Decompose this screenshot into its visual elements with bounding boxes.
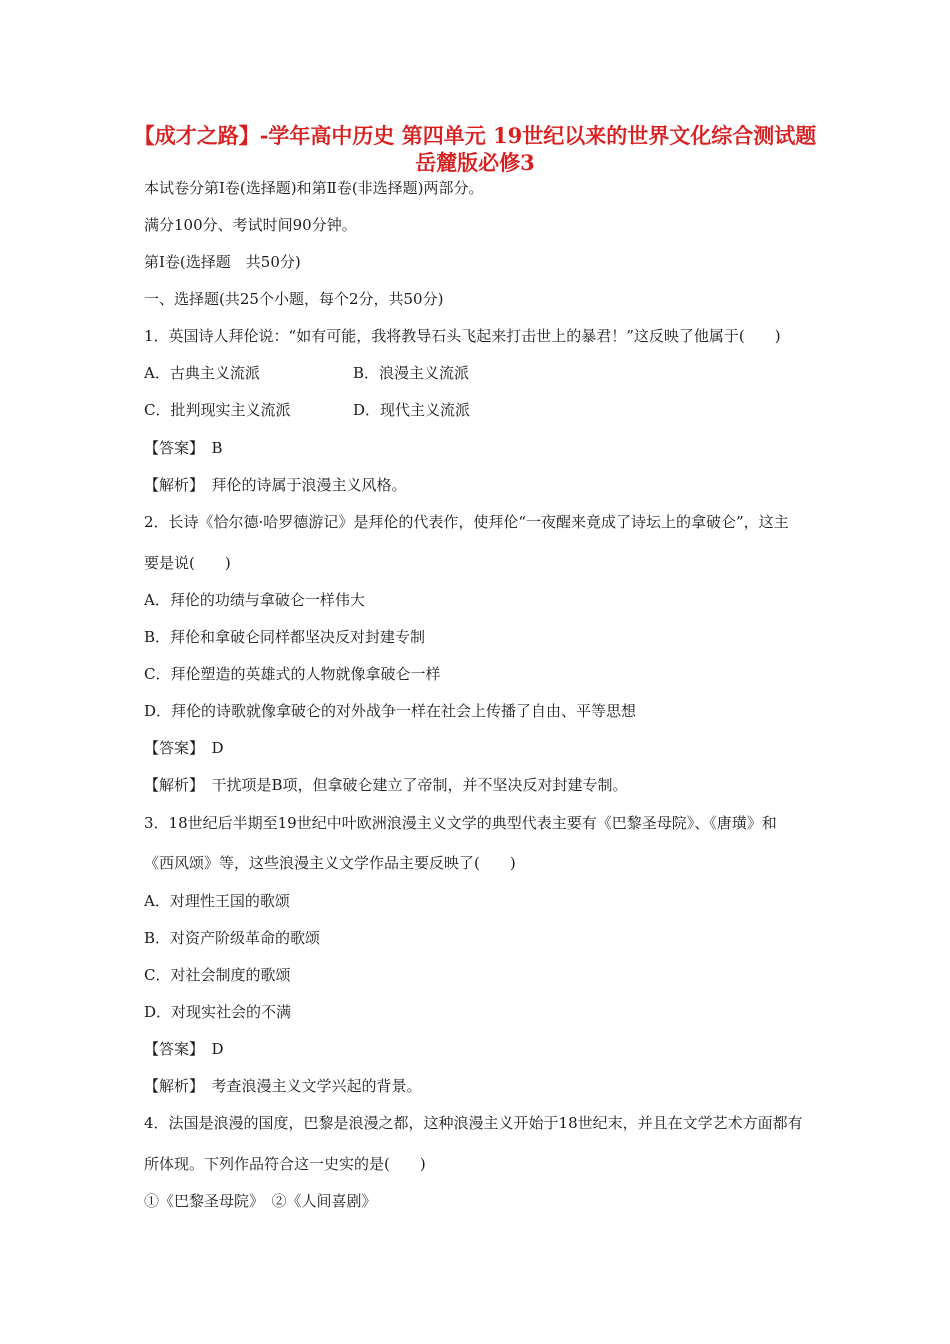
question-4-stem-line-1: 4．法国是浪漫的国度，巴黎是浪漫之都，这种浪漫主义开始于18世纪末，并且在文学艺术方面都有: [144, 1114, 803, 1132]
question-3-analysis: 【解析】 考查浪漫主义文学兴起的背景。: [144, 1077, 422, 1095]
question-1-option-a: A．古典主义流派: [144, 364, 260, 382]
question-1-answer: 【答案】 B: [144, 439, 223, 457]
question-2-option-d: D．拜伦的诗歌就像拿破仑的对外战争一样在社会上传播了自由、平等思想: [144, 702, 637, 720]
question-3-option-d: D．对现实社会的不满: [144, 1003, 292, 1021]
question-1-analysis: 【解析】 拜伦的诗属于浪漫主义风格。: [144, 476, 407, 494]
question-2-option-b: B．拜伦和拿破仑同样都坚决反对封建专制: [144, 628, 426, 646]
question-2-stem-line-2: 要是说( ): [144, 554, 231, 572]
question-2-option-c: C．拜伦塑造的英雄式的人物就像拿破仑一样: [144, 665, 441, 683]
question-1-option-d: D．现代主义流派: [353, 401, 471, 419]
question-1-option-c: C．批判现实主义流派: [144, 401, 291, 419]
question-3-stem-line-2: 《西风颂》等，这些浪漫主义文学作品主要反映了( ): [144, 854, 516, 872]
question-2-answer: 【答案】 D: [144, 739, 224, 757]
question-3-option-b: B．对资产阶级革命的歌颂: [144, 929, 321, 947]
question-3-answer: 【答案】 D: [144, 1040, 224, 1058]
document-title-line-1: 【成才之路】-学年高中历史 第四单元 19世纪以来的世界文化综合测试题: [133, 123, 817, 148]
intro-paper-structure: 本试卷分第Ⅰ卷(选择题)和第Ⅱ卷(非选择题)两部分。: [144, 179, 484, 197]
question-3-option-c: C．对社会制度的歌颂: [144, 966, 291, 984]
question-1-stem: 1．英国诗人拜伦说：“如有可能，我将教导石头飞起来打击世上的暴君！”这反映了他属于( ): [144, 327, 781, 345]
section-heading: 第Ⅰ卷(选择题 共50分): [144, 253, 301, 271]
question-2-option-a: A．拜伦的功绩与拿破仑一样伟大: [144, 591, 365, 609]
question-1-option-b: B．浪漫主义流派: [353, 364, 470, 382]
question-4-stem-line-2: 所体现。下列作品符合这一史实的是( ): [144, 1155, 426, 1173]
question-2-analysis: 【解析】 干扰项是B项，但拿破仑建立了帝制，并不坚决反对封建专制。: [144, 776, 628, 794]
question-3-option-a: A．对理性王国的歌颂: [144, 892, 290, 910]
intro-score-time: 满分100分、考试时间90分钟。: [144, 216, 357, 234]
document-title-line-2: 岳麓版必修3: [415, 150, 535, 175]
part-heading: 一、选择题(共25个小题，每个2分，共50分): [144, 290, 444, 308]
question-4-items: ①《巴黎圣母院》 ②《人间喜剧》: [144, 1192, 377, 1210]
question-3-stem-line-1: 3．18世纪后半期至19世纪中叶欧洲浪漫主义文学的典型代表主要有《巴黎圣母院》、《唐璜》和: [144, 814, 777, 832]
question-2-stem-line-1: 2．长诗《恰尔德·哈罗德游记》是拜伦的代表作，使拜伦“一夜醒来竟成了诗坛上的拿破仑”，这主: [144, 513, 789, 531]
